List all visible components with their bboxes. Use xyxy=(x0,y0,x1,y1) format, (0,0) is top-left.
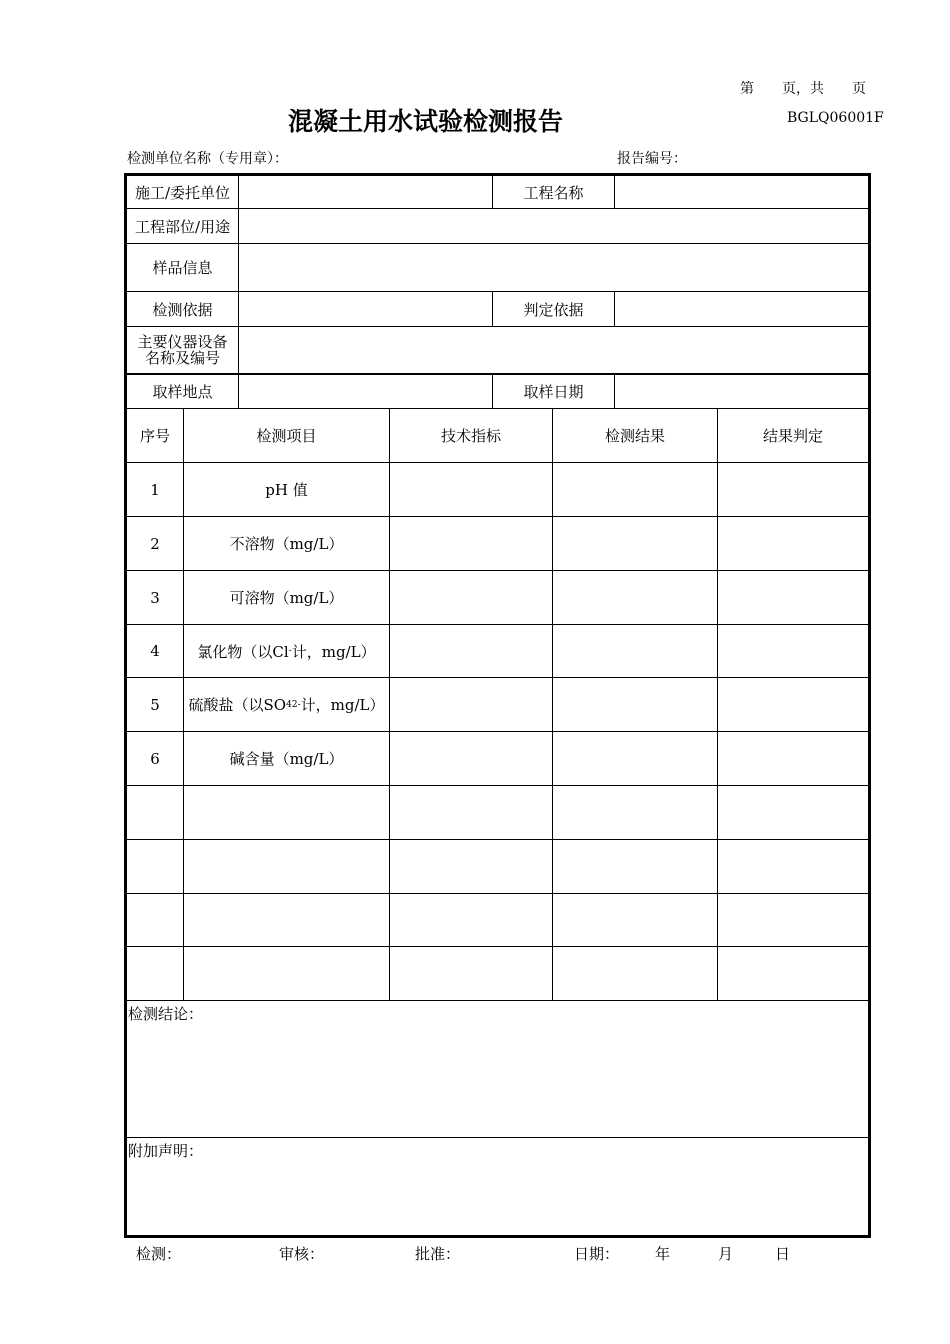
project-name-label: 工程名称 xyxy=(523,183,584,202)
month-label: 月 xyxy=(718,1245,734,1263)
header-spec: 技术指标 xyxy=(440,427,501,445)
client-label: 施工/委托单位 xyxy=(134,183,231,202)
row-item-text-end: 计，mg/L） xyxy=(300,696,385,714)
row-item-text: 氯化物（以Cl xyxy=(197,642,289,661)
approver-label: 批准： xyxy=(415,1245,461,1263)
form-code: BGLQ06001F xyxy=(787,110,884,126)
statement-label: 附加声明： xyxy=(128,1142,204,1160)
row-item-text-end: 计，mg/L） xyxy=(291,642,376,661)
sample-info-label: 样品信息 xyxy=(152,259,213,277)
sampling-date-label: 取样日期 xyxy=(523,383,584,401)
row-item: 不溶物（mg/L） xyxy=(229,535,344,553)
test-basis-field[interactable] xyxy=(239,292,492,326)
part-use-label: 工程部位/用途 xyxy=(134,217,231,236)
judge-basis-label: 判定依据 xyxy=(523,300,584,319)
equipment-field[interactable] xyxy=(239,327,868,373)
judge-basis-field[interactable] xyxy=(615,292,868,326)
row-number: 6 xyxy=(150,749,160,768)
sampling-date-field[interactable] xyxy=(615,375,868,408)
sampling-place-label: 取样地点 xyxy=(152,383,213,401)
header-judgement: 结果判定 xyxy=(762,427,823,445)
date-label: 日期： xyxy=(574,1245,620,1263)
test-basis-label: 检测依据 xyxy=(152,300,213,319)
row-item: 硫酸盐（以SO 4 2- 计，mg/L） xyxy=(188,696,385,714)
row-number: 1 xyxy=(150,480,160,499)
conclusion-field[interactable] xyxy=(127,1022,868,1136)
lab-name-label: 检测单位名称（专用章）： xyxy=(127,151,288,167)
reviewer-label: 审核： xyxy=(279,1245,325,1263)
row-item: 氯化物（以Cl - 计，mg/L） xyxy=(197,642,376,661)
header-item: 检测项目 xyxy=(256,427,317,445)
project-name-field[interactable] xyxy=(615,176,868,208)
row-item-text: 硫酸盐（以SO xyxy=(188,696,287,714)
tester-label: 检测： xyxy=(136,1245,182,1263)
statement-field[interactable] xyxy=(127,1160,868,1234)
row-number: 3 xyxy=(150,588,160,607)
equipment-label xyxy=(127,327,238,373)
sample-info-field[interactable] xyxy=(239,244,868,291)
equipment-label-line1: 主要仪器设备 xyxy=(137,333,228,351)
row-item: 碱含量（mg/L） xyxy=(229,750,344,768)
sampling-place-field[interactable] xyxy=(239,375,492,408)
page-indicator: 第 页，共 页 xyxy=(740,81,866,97)
header-no: 序号 xyxy=(139,427,170,445)
row-item: pH 值 xyxy=(265,481,308,499)
row-item: 可溶物（mg/L） xyxy=(229,589,344,607)
day-label: 日 xyxy=(775,1245,791,1263)
year-label: 年 xyxy=(655,1245,671,1263)
header-result: 检测结果 xyxy=(604,427,665,445)
client-value-field[interactable] xyxy=(239,176,492,208)
row-number: 2 xyxy=(150,534,160,553)
row-number: 5 xyxy=(150,695,160,714)
conclusion-label: 检测结论： xyxy=(128,1005,204,1023)
report-title: 混凝土用水试验检测报告 xyxy=(288,107,564,136)
part-use-field[interactable] xyxy=(239,209,868,243)
row-number: 4 xyxy=(150,642,160,660)
equipment-label-line2: 名称及编号 xyxy=(144,349,220,367)
report-number-label: 报告编号： xyxy=(617,151,687,167)
